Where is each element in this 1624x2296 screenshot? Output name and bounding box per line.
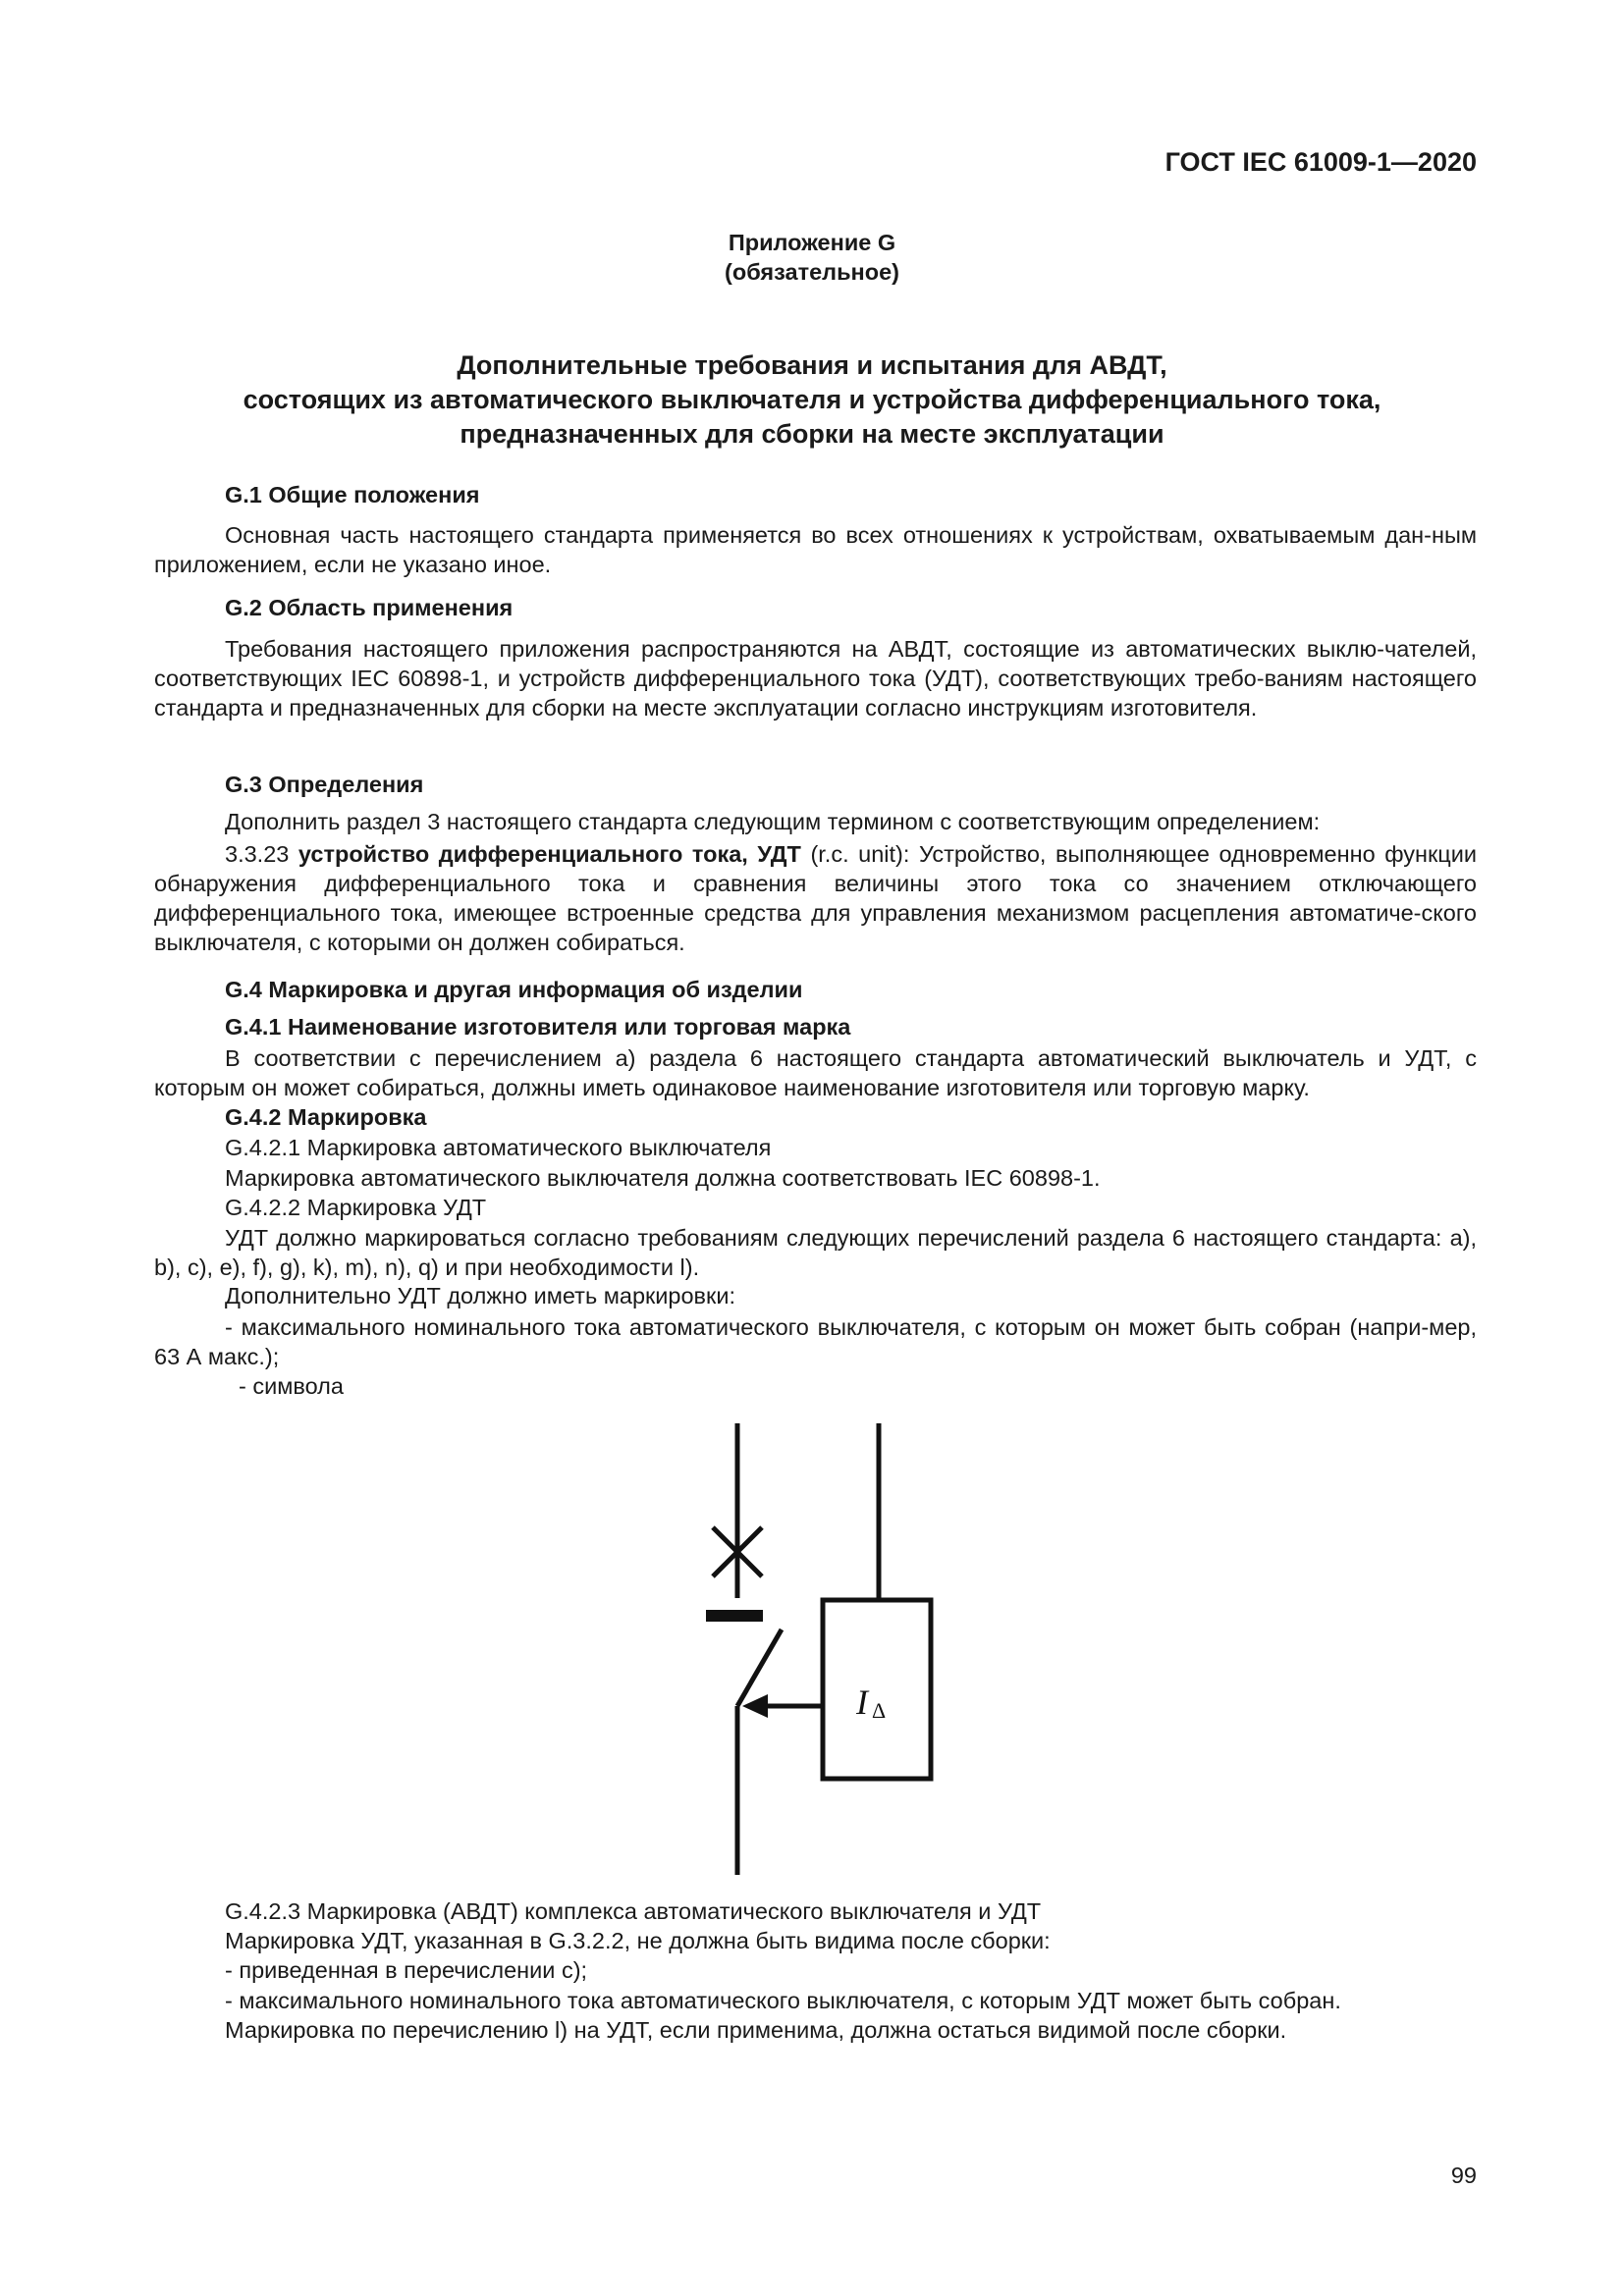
annex-title: Приложение G xyxy=(728,230,896,255)
section-g4-heading: G.4 Маркировка и другая информация об изделии xyxy=(225,977,803,1002)
section-g2-text: Требования настоящего приложения распространяются на АВДТ, состоящие из автоматических выклю-чателей, соответствующих IEC 60898-1, и устройств дифференциального тока (УДТ), соответствующих требо-ваниям настоящего стандарта и предназначенных для сборки на месте эксплуатации согласно инструкциям изготовителя. xyxy=(154,636,1477,721)
rcd-symbol-figure xyxy=(687,1394,943,1875)
main-title-line-1: Дополнительные требования и испытания для АВДТ, xyxy=(457,350,1167,380)
section-g42-heading: G.4.2 Маркировка xyxy=(225,1104,427,1130)
page-number: 99 xyxy=(1450,2163,1477,2188)
section-g41-heading: G.4.1 Наименование изготовителя или торговая марка xyxy=(225,1014,851,1040)
section-g423-title: G.4.2.3 Маркировка (АВДТ) комплекса автоматического выключателя и УДТ xyxy=(225,1898,1042,1924)
main-title-line-2: состоящих из автоматического выключателя и устройства дифференциального тока, xyxy=(243,385,1381,414)
section-g421-text: Маркировка автоматического выключателя должна соответствовать IEC 60898-1. xyxy=(225,1165,1101,1191)
list-item: - максимального номинального тока автоматического выключателя, с которым УДТ может быть собран. xyxy=(225,1988,1341,2013)
main-title-line-3: предназначенных для сборки на месте эксплуатации xyxy=(460,419,1164,449)
term-definition: 3.3.23 устройство дифференциального тока, УДТ (r.c. unit): Устройство, выполняющее одновременно функции обнаружения дифференциального тока и сравнения величины этого тока со значением отключающего дифференциального тока, имеющее встроенные средства для управления механизмом расцепления автоматиче-ского выключателя, с которыми он должен собираться. xyxy=(154,841,1477,955)
section-g3-heading: G.3 Определения xyxy=(225,772,424,797)
section-g423-text: Маркировка УДТ, указанная в G.3.2.2, не должна быть видима после сборки: xyxy=(225,1928,1051,1953)
section-g41-text: В соответствии с перечислением а) раздела 6 настоящего стандарта автоматический выключатель и УДТ, с которым он может собираться, должны иметь одинаковое наименование изготовителя или торговую марку. xyxy=(154,1045,1477,1100)
document-id: ГОСТ IEC 61009-1—2020 xyxy=(1164,147,1477,177)
contact-bar xyxy=(706,1610,763,1622)
section-g421-title: G.4.2.1 Маркировка автоматического выключателя xyxy=(225,1135,772,1160)
section-g3-intro: Дополнить раздел 3 настоящего стандарта следующим термином с соответствующим определением: xyxy=(225,809,1321,834)
section-g422-extra: Дополнительно УДТ должно иметь маркировки: xyxy=(225,1283,735,1308)
switch-blade xyxy=(737,1629,782,1706)
symbol-label: I xyxy=(856,1682,868,1722)
rcd-box xyxy=(823,1600,931,1779)
section-g422-title: G.4.2.2 Маркировка УДТ xyxy=(225,1195,487,1220)
list-item: - приведенная в перечислении с); xyxy=(225,1957,588,1983)
term-number: 3.3.23 xyxy=(225,841,290,867)
section-g423-final: Маркировка по перечислению l) на УДТ, если применима, должна остаться видимой после сборки. xyxy=(225,2017,1287,2043)
section-g422-text: УДТ должно маркироваться согласно требованиям следующих перечислений раздела 6 настоящего стандарта: a), b), c), e), f), g), k), m), n), q) и при необходимости l). xyxy=(154,1225,1477,1280)
section-g1-heading: G.1 Общие положения xyxy=(225,482,480,507)
section-g1-text: Основная часть настоящего стандарта применяется во всех отношениях к устройствам, охватываемым дан-ным приложением, если не указано иное. xyxy=(154,522,1477,577)
term-name: устройство дифференциального тока, УДТ xyxy=(298,841,801,867)
list-item: - символа xyxy=(239,1373,344,1399)
list-item: - максимального номинального тока автоматического выключателя, с которым он может быть собран (напри-мер, 63 А макс.); xyxy=(154,1314,1477,1369)
symbol-subscript: Δ xyxy=(872,1698,887,1723)
arrow-head xyxy=(742,1694,768,1718)
annex-status: (обязательное) xyxy=(725,259,899,285)
section-g2-heading: G.2 Область применения xyxy=(225,595,514,620)
